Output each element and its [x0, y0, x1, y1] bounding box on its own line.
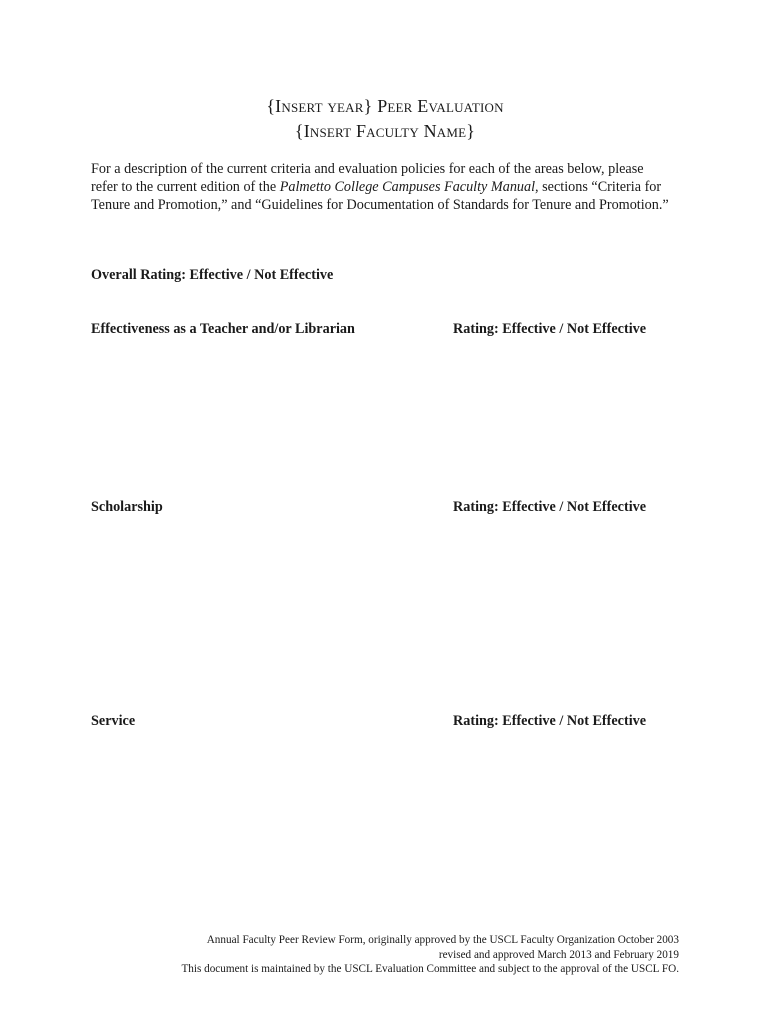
intro-text-after: , sections “Criteria for Tenure and Promotion,” and “Guidelines for Documentation of Standards for Tenure and Promotion.” [91, 179, 669, 213]
footer-line-3: This document is maintained by the USCL Evaluation Committee and subject to the approval of the USCL FO. [181, 963, 679, 975]
brace-open: { [294, 121, 304, 141]
overall-rating: Overall Rating: Effective / Not Effective [91, 267, 334, 283]
footer-line-1: Annual Faculty Peer Review Form, originally approved by the USCL Faculty Organization October 2003 [206, 934, 679, 946]
section-rating-teaching: Rating: Effective / Not Effective [453, 321, 647, 337]
section-heading-service: Service [91, 713, 136, 729]
peer-evaluation-label: Peer Evaluation [377, 96, 504, 116]
document-footer [79, 933, 679, 977]
section-heading-teaching: Effectiveness as a Teacher and/or Librarian [91, 321, 355, 337]
section-rating-scholarship: Rating: Effective / Not Effective [453, 499, 647, 515]
title-line-1 [0, 94, 770, 119]
insert-year-placeholder: Insert year [275, 96, 364, 116]
section-heading-scholarship: Scholarship [91, 499, 163, 515]
brace-close: } [363, 96, 373, 116]
manual-title: Palmetto College Campuses Faculty Manual [279, 179, 536, 195]
insert-faculty-name-placeholder: Insert Faculty Name [303, 121, 467, 141]
intro-paragraph [91, 160, 671, 214]
intro-text-before: For a description of the current criteria and evaluation policies for each of the areas below, please refer to the current edition of the [91, 161, 644, 195]
section-rating-service: Rating: Effective / Not Effective [453, 713, 647, 729]
title-line-2 [0, 119, 770, 144]
footer-line-2: revised and approved March 2013 and February 2019 [438, 948, 679, 961]
brace-open: { [266, 96, 276, 116]
brace-close: } [466, 121, 476, 141]
document-title [0, 94, 770, 144]
